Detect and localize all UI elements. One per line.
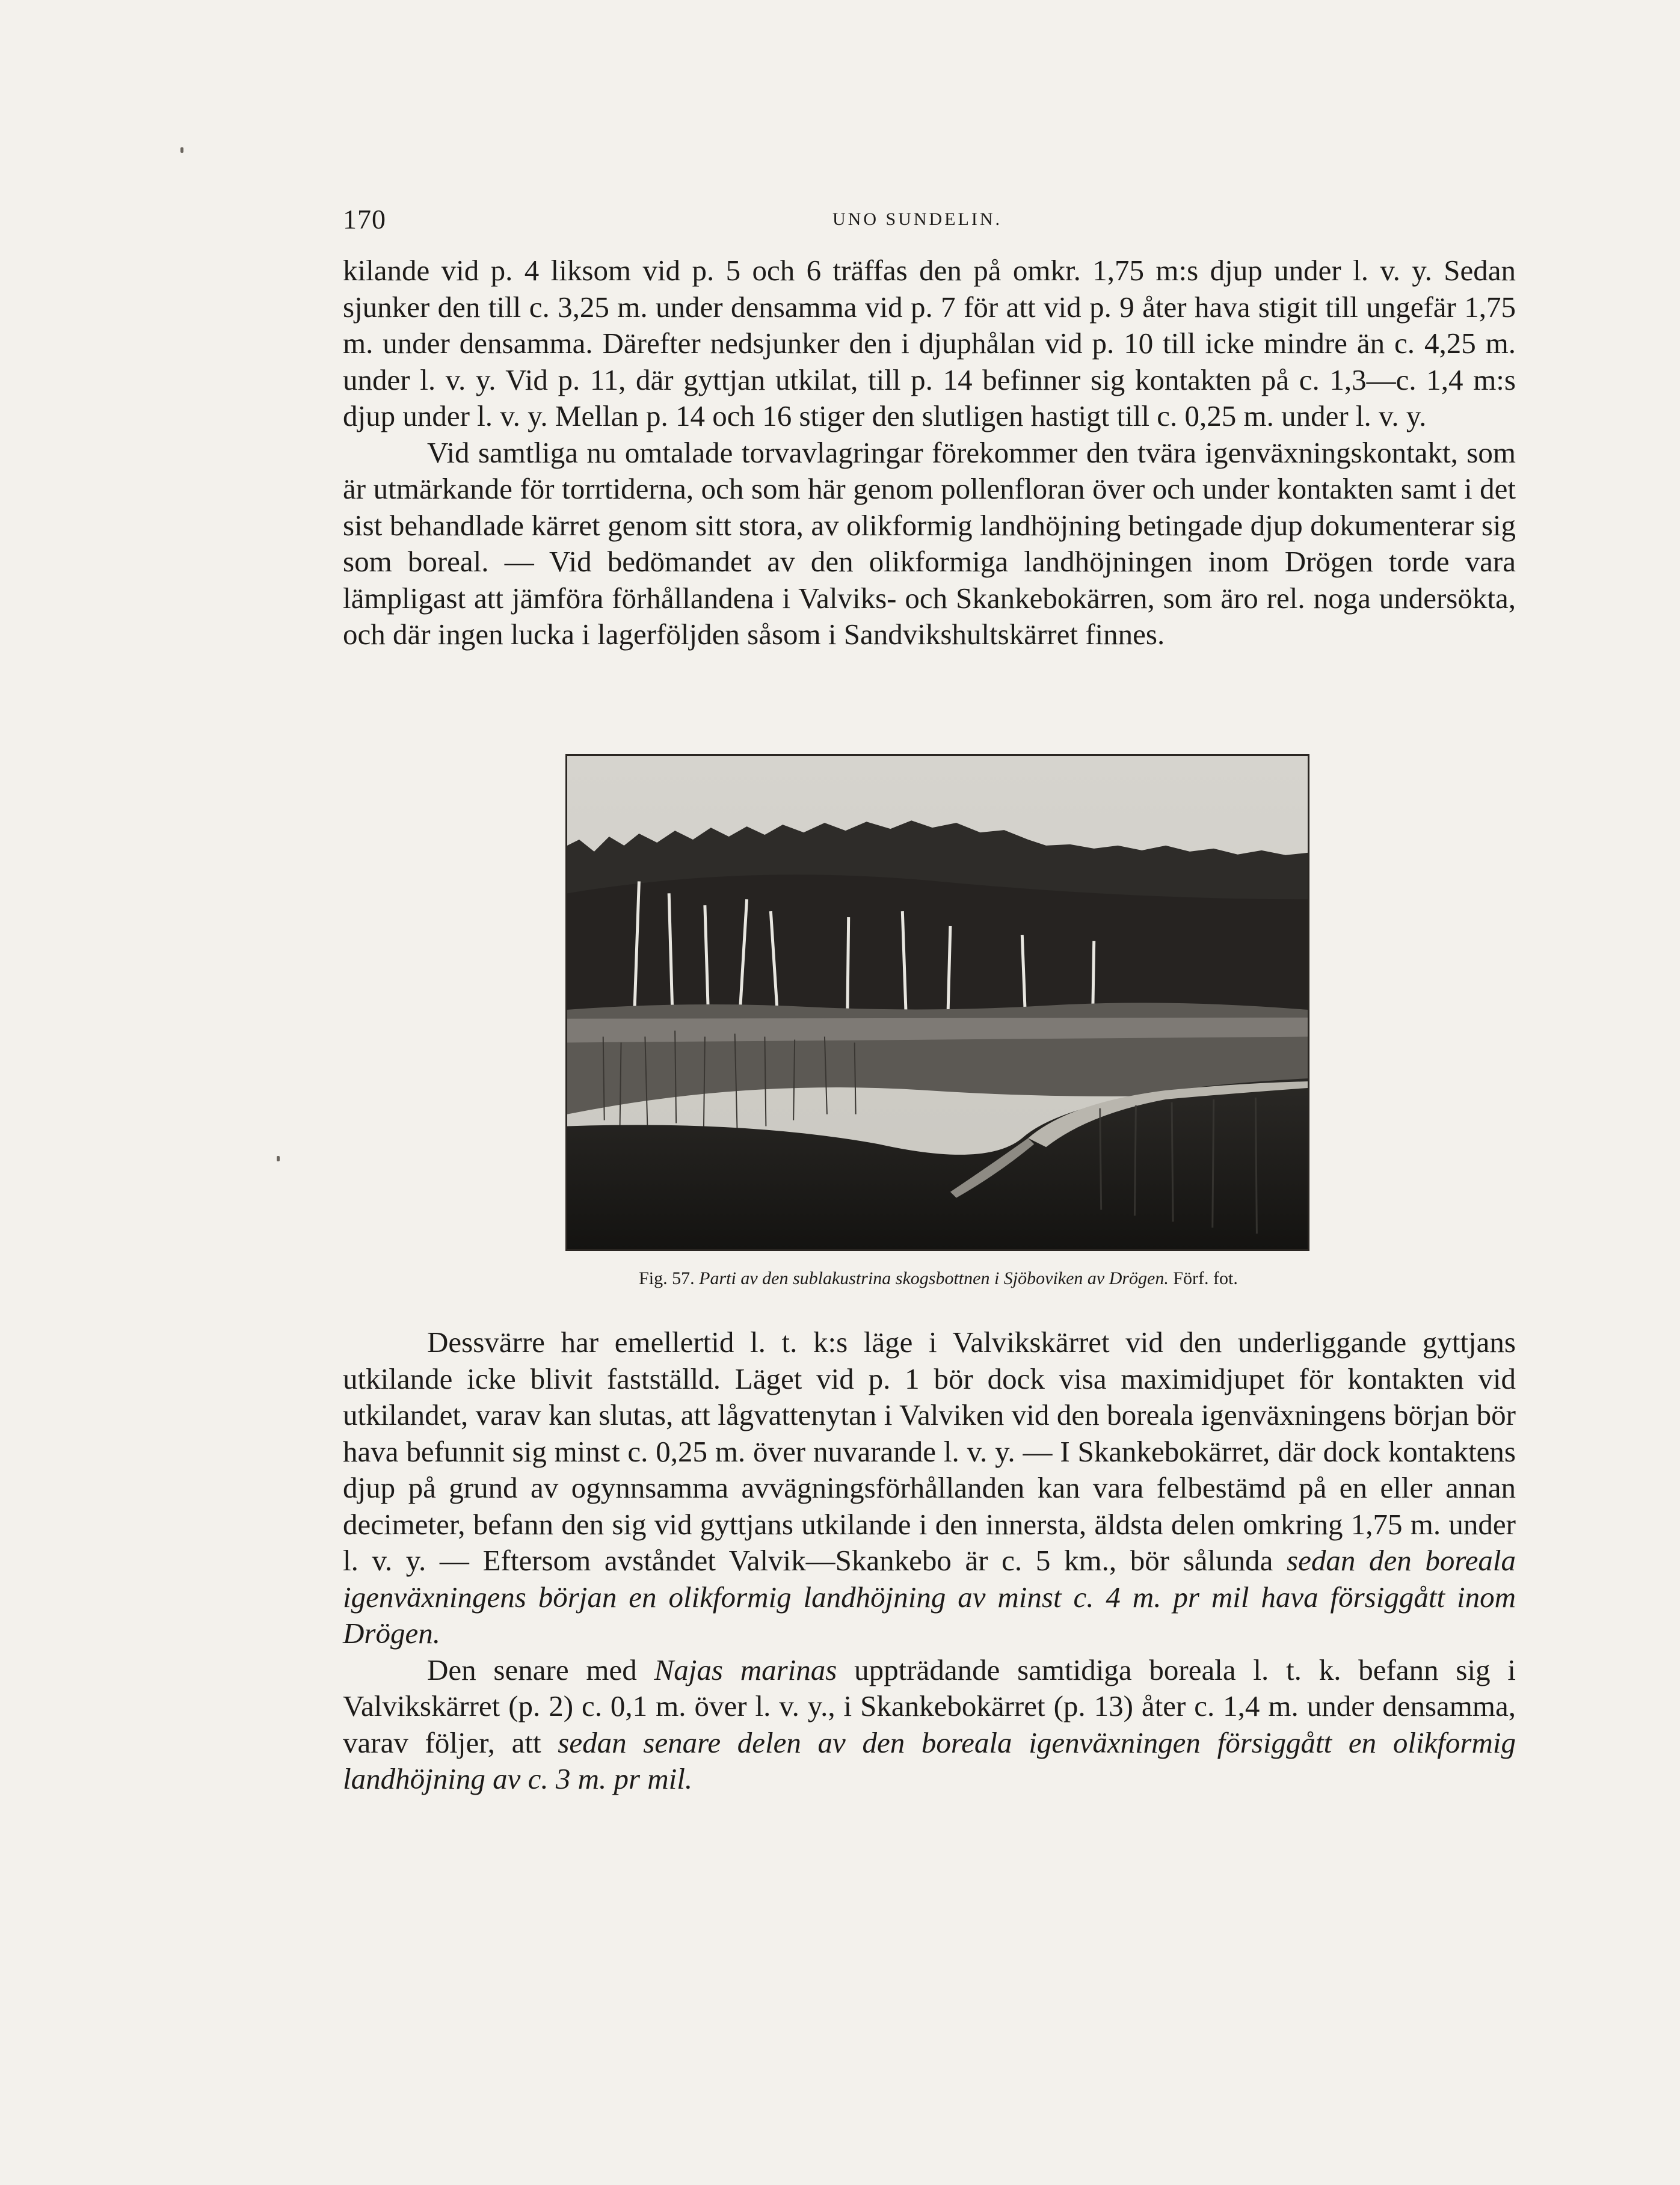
paper-speck xyxy=(180,147,183,153)
page-number: 170 xyxy=(343,204,386,235)
paragraph-text: Dessvärre har emellertid l. t. k:s läge i Valvikskärret vid den underliggande gyttjans utkilande icke blivit fastställd. Läget vid p. 1 bör dock visa maximidjupet för kontakten vid utkilandet, varav kan slutas, att lågvattenytan i Valviken vid den boreala igenväxningens början bör hava befunnit sig minst c. 0,25 m. över nuvarande l. v. y. — I Skankebokärret, där dock kontaktens djup på grund av ogynnsamma avvägningsförhållanden kan vara felbestämd på en eller annan decimeter, befann den sig vid gyttjans utkilande i den innersta, äldsta delen omkring 1,75 m. under l. v. y. — Eftersom avståndet Valvik—Skankebo är c. 5 km., bör sålunda xyxy=(343,1326,1516,1577)
figure-photograph xyxy=(565,754,1309,1251)
paragraph-italic-conclusion: sedan senare delen av den boreala igenväxningen försiggått en olikformig landhöjning av c. 3 m. pr mil. xyxy=(343,1726,1516,1795)
body-text-top xyxy=(343,253,1516,653)
body-text-bottom xyxy=(343,1324,1516,1798)
figure-credit: Förf. fot. xyxy=(1173,1268,1238,1288)
running-head: UNO SUNDELIN. xyxy=(832,209,1002,229)
paragraph-text: Den senare med xyxy=(427,1653,654,1686)
paragraph-continuation: kilande vid p. 4 liksom vid p. 5 och 6 träffas den på omkr. 1,75 m:s djup under l. v. y. Sedan sjunker den till c. 3,25 m. under densamma vid p. 7 för att vid p. 9 åter hava stigit till ungefär 1,75 m. under densamma. Därefter nedsjunker den i djuphålan vid p. 10 till icke mindre än c. 4,25 m. under l. v. y. Vid p. 11, där gyttjan utkilat, till p. 14 befinner sig kontakten på c. 1,3—c. 1,4 m:s djup under l. v. y. Mellan p. 14 och 16 stiger den slutligen hastigt till c. 0,25 m. under l. v. y. xyxy=(343,254,1516,432)
paragraph xyxy=(343,1652,1516,1798)
paragraph-text: uppträdande samtidiga boreala l. t. k. befann sig i Valvikskärret (p. 2) c. 0,1 m. över l. v. y., i Skankebokärret (p. 13) åter c. 1,4 m. under densamma, varav följer, att xyxy=(343,1653,1516,1759)
paragraph: Vid samtliga nu omtalade torvavlagringar förekommer den tvära igenväxningskontakt, som är utmärkande för torrtiderna, och som här genom pollenfloran över och under kontakten samt i det sist behandlade kärret genom sitt stora, av olikformig landhöjning betingade djup dokumenterar sig som boreal. — Vid bedömandet av den olikformiga landhöjningen inom Drögen torde vara lämpligast att jämföra förhållandena i Valviks- och Skankebokärren, som äro rel. noga undersökta, och där ingen lucka i lagerföljden såsom i Sandvikshultskärret finnes. xyxy=(343,435,1516,651)
page-header xyxy=(343,203,1492,245)
paragraph-italic-conclusion: sedan den boreala igenväxningens början en olikformig landhöjning av minst c. 4 m. pr mil hava försiggått inom Drögen. xyxy=(343,1544,1516,1650)
figure-label: Fig. 57. xyxy=(639,1268,695,1288)
figure-title: Parti av den sublakustrina skogsbottnen i Sjöboviken av Drögen. xyxy=(699,1268,1169,1288)
paragraph xyxy=(343,1324,1516,1652)
paper-speck xyxy=(277,1156,280,1161)
species-name: Najas marinas xyxy=(654,1653,837,1686)
forest-lake-photo xyxy=(567,756,1308,1249)
figure-caption xyxy=(511,1267,1365,1291)
